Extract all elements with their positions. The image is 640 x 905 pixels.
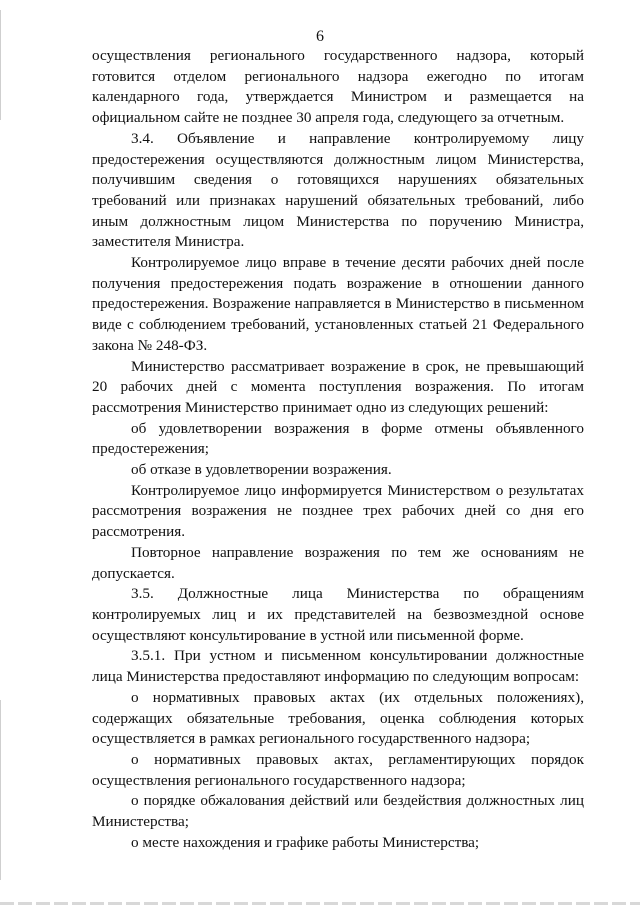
paragraph: осуществления регионального государственного надзора, который готовится отделом регионального надзора ежегодно по итогам календарного года, утверждается Министром и размещается на официальном сайте не позднее 30 апреля года, следующего за отчетным. [92,47,584,127]
paragraph: Контролируемое лицо вправе в течение десяти рабочих дней после получения предостережения подать возражение в отношении данного предостережения. Возражение направляется в Министерство в письменном виде с соблюдением требований, установленных статьей 21 Федерального закона № 248-ФЗ. [92,254,584,354]
paragraph: 3.4. Объявление и направление контролируемому лицу предостережения осуществляются должностным лицом Министерства, получившим сведения о готовящихся нарушениях обязательных требований или признаках нарушений обязательных требований, либо иным должностным лицом Министерства по поручению Министра, заместителя Министра. [92,129,584,251]
paragraph: Министерство рассматривает возражение в срок, не превышающий 20 рабочих дней с момента поступления возражения. По итогам рассмотрения Министерство принимает одно из следующих решений: [92,357,584,416]
list-item: об отказе в удовлетворении возражения. [131,461,392,479]
list-item: о порядке обжалования действий или бездействия должностных лиц Министерства; [92,792,584,831]
paragraph: Контролируемое лицо информируется Министерством о результатах рассмотрения возражения не позднее трех рабочих дней со дня его рассмотрения. [92,481,584,541]
list-item: об удовлетворении возражения в форме отмены объявленного предостережения; [92,419,584,458]
page-number: 6 [316,28,324,45]
list-item: о месте нахождения и графике работы Министерства; [131,833,480,851]
paragraph: Повторное направление возражения по тем же основаниям не допускается. [92,543,584,582]
paragraph: 3.5. Должностные лица Министерства по обращениям контролируемых лиц и их представителей на безвозмездной основе осуществляют консультирование в устной или письменной форме. [92,585,584,644]
body-text [92,46,584,853]
scan-edge-mark [0,700,1,880]
paragraph: 3.5.1. При устном и письменном консультировании должностные лица Министерства предоставляют информацию по следующим вопросам: [92,647,584,686]
scan-edge-mark [0,10,1,120]
list-item: о нормативных правовых актах (их отдельных положениях), содержащих обязательные требования, оценка соблюдения которых осуществляется в рамках регионального государственного надзора; [92,688,584,748]
list-item: о нормативных правовых актах, регламентирующих порядок осуществления регионального государственного надзора; [92,750,584,789]
